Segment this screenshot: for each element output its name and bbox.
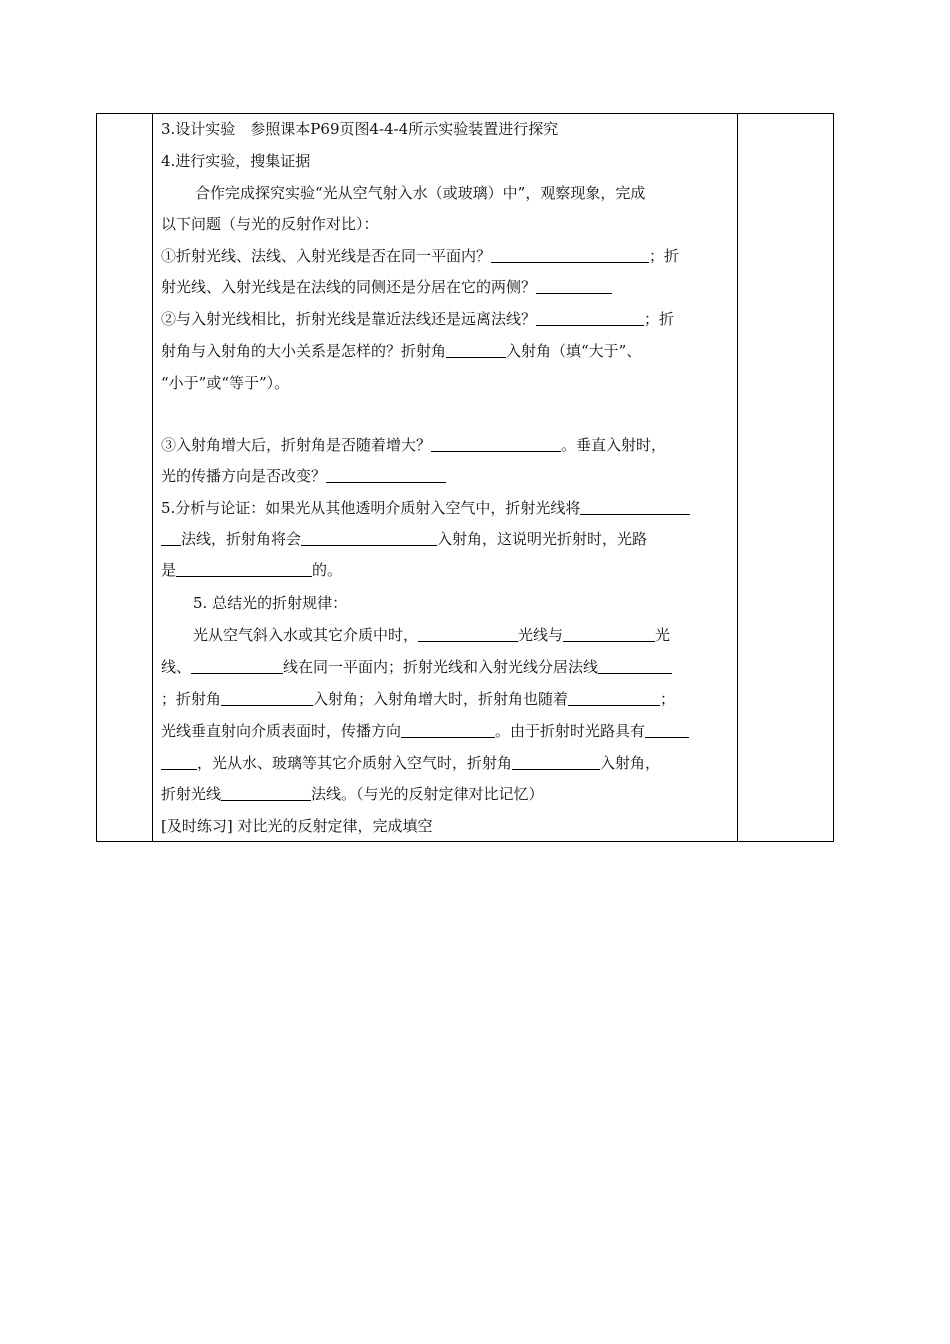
experiment-intro-cont: 以下问题（与光的反射作对比）：: [161, 215, 379, 233]
answer-blank[interactable]: [568, 690, 660, 706]
question-2-options: “小于”或“等于”）。: [161, 374, 290, 392]
summary-line-1: [193, 624, 670, 646]
question-2-text-end: ；折: [644, 310, 675, 328]
summary-text: 光: [655, 626, 671, 644]
summary-line-2: [161, 656, 672, 678]
question-1-text-end: ；折: [649, 247, 680, 265]
summary-text: 线在同一平面内；折射光线和入射光线分居法线: [283, 658, 599, 676]
summary-heading: 5. 总结光的折射规律：: [193, 594, 348, 612]
step-5-analysis-end: [161, 559, 342, 581]
step-3-design: 3.设计实验 参照课本P69页图4-4-4所示实验装置进行探究: [161, 120, 559, 138]
summary-text: ；: [660, 690, 676, 708]
analysis-text-3: 入射角，这说明光折射时，光路: [437, 530, 648, 548]
question-2-cont: [161, 340, 641, 362]
question-1: [161, 245, 679, 267]
summary-line-4: [161, 720, 689, 742]
question-1-text: ①折射光线、法线、入射光线是否在同一平面内？: [161, 247, 492, 265]
left-column-divider: [152, 114, 153, 841]
answer-blank[interactable]: [580, 499, 690, 515]
summary-text: ；折射角: [161, 690, 222, 708]
step-5-analysis: [161, 497, 690, 519]
answer-blank[interactable]: [221, 785, 311, 801]
answer-blank[interactable]: [491, 247, 649, 263]
question-3: [161, 434, 666, 456]
question-3-cont: [161, 465, 446, 487]
answer-blank[interactable]: [191, 658, 283, 674]
experiment-intro: 合作完成探究实验“光从空气射入水（或玻璃）中”，观察现象，完成: [195, 184, 646, 202]
answer-blank[interactable]: [536, 310, 644, 326]
analysis-text: 5.分析与论证：如果光从其他透明介质射入空气中，折射光线将: [161, 499, 581, 517]
summary-text: 入射角，: [600, 754, 661, 772]
summary-line-6: [161, 783, 544, 805]
question-2-text-2: 射角与入射角的大小关系是怎样的？折射角: [161, 342, 447, 360]
answer-blank[interactable]: [536, 278, 612, 294]
answer-blank[interactable]: [512, 754, 600, 770]
answer-blank[interactable]: [563, 626, 655, 642]
summary-text: 光线与: [518, 626, 564, 644]
answer-blank[interactable]: [221, 690, 313, 706]
answer-blank[interactable]: [401, 722, 495, 738]
worksheet-table: [96, 113, 834, 842]
analysis-text-5: 的。: [312, 561, 343, 579]
answer-blank[interactable]: [431, 436, 561, 452]
summary-text: 线、: [161, 658, 192, 676]
question-2-text: ②与入射光线相比，折射光线是靠近法线还是远离法线？: [161, 310, 537, 328]
question-2-text-3: 入射角（填“大于”、: [506, 342, 642, 360]
summary-text: 。由于折射时光路具有: [495, 722, 646, 740]
summary-text: 折射光线: [161, 785, 222, 803]
question-2: [161, 308, 674, 330]
answer-blank[interactable]: [161, 754, 197, 770]
summary-text: 法线。（与光的反射定律对比记忆）: [311, 785, 544, 803]
answer-blank[interactable]: [161, 530, 181, 546]
analysis-text-2: 法线，折射角将会: [181, 530, 302, 548]
answer-blank[interactable]: [418, 626, 518, 642]
step-5-analysis-cont: [161, 528, 647, 550]
summary-text: 入射角；入射角增大时，折射角也随着: [313, 690, 569, 708]
summary-text: 光从空气斜入水或其它介质中时，: [193, 626, 419, 644]
summary-line-3: [161, 688, 675, 710]
answer-blank[interactable]: [301, 530, 437, 546]
right-column-divider: [737, 114, 738, 841]
question-1-cont: [161, 276, 612, 298]
analysis-text-4: 是: [161, 561, 177, 579]
question-3-text: ③入射角增大后，折射角是否随着增大？: [161, 436, 432, 454]
summary-text: ，光从水、玻璃等其它介质射入空气时，折射角: [197, 754, 513, 772]
answer-blank[interactable]: [176, 561, 312, 577]
question-3-text-end: 。垂直入射时，: [561, 436, 667, 454]
question-1-text-2: 射光线、入射光线是在法线的同侧还是分居在它的两侧？: [161, 278, 537, 296]
answer-blank[interactable]: [645, 722, 689, 738]
question-3-text-2: 光的传播方向是否改变？: [161, 467, 327, 485]
practice-prompt: [及时练习] 对比光的反射定律，完成填空: [161, 817, 433, 835]
answer-blank[interactable]: [598, 658, 672, 674]
step-4-experiment: 4.进行实验，搜集证据: [161, 152, 311, 170]
summary-text: 光线垂直射向介质表面时，传播方向: [161, 722, 402, 740]
answer-blank[interactable]: [326, 467, 446, 483]
answer-blank[interactable]: [446, 342, 506, 358]
summary-line-5: [161, 752, 660, 774]
